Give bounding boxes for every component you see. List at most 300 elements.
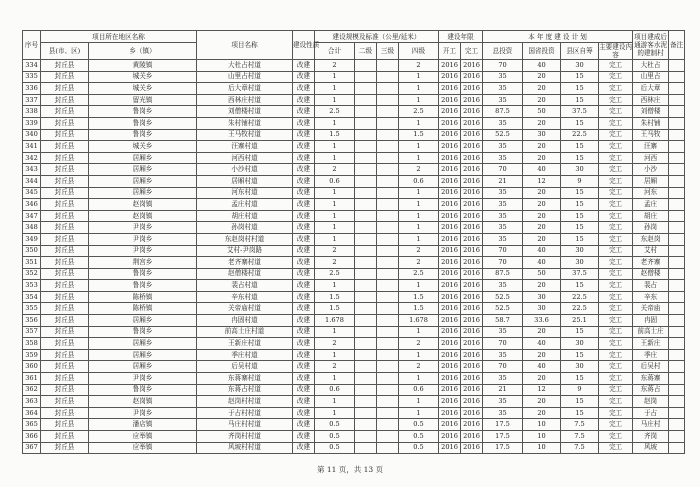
cell-invest: 17.5	[483, 431, 523, 443]
table-row	[23, 94, 685, 106]
cell-total: 1	[315, 141, 355, 153]
cell-finish: 2016	[461, 175, 483, 187]
cell-selfraise: 37.5	[561, 268, 599, 280]
cell-total: 2.5	[315, 268, 355, 280]
cell-project: 朱村铺村道	[197, 117, 293, 129]
cell-content: 完工	[599, 233, 633, 245]
cell-grade2	[355, 129, 377, 141]
cell-national: 33.6	[523, 315, 561, 327]
cell-start: 2016	[439, 384, 461, 396]
cell-total: 1	[315, 83, 355, 95]
cell-content: 完工	[599, 407, 633, 419]
cell-invest: 58.7	[483, 315, 523, 327]
cell-finish: 2016	[461, 291, 483, 303]
cell-grade4: 0.5	[399, 431, 439, 443]
table-row	[23, 60, 685, 72]
cell-finish: 2016	[461, 361, 483, 373]
cell-invest: 35	[483, 94, 523, 106]
cell-grade3	[377, 384, 399, 396]
cell-nature: 改建	[293, 315, 315, 327]
cell-village: 风坡	[633, 442, 669, 454]
cell-grade3	[377, 326, 399, 338]
cell-start: 2016	[439, 129, 461, 141]
cell-town: 陈桥镇	[89, 291, 197, 303]
header-years: 建设年限	[439, 31, 483, 43]
cell-village: 西林庄	[633, 94, 669, 106]
cell-invest: 70	[483, 245, 523, 257]
cell-finish: 2016	[461, 199, 483, 211]
page-footer: 第 11 页，共 13 页	[316, 465, 384, 474]
cell-finish: 2016	[461, 431, 483, 443]
table-row	[23, 222, 685, 234]
cell-town: 城关乡	[89, 141, 197, 153]
header-village: 项目建成后通游客水泥的建制村	[633, 31, 669, 60]
cell-nature: 改建	[293, 83, 315, 95]
cell-invest: 17.5	[483, 442, 523, 454]
cell-village: 东蒋占	[633, 384, 669, 396]
cell-project: 齐岗村村道	[197, 431, 293, 443]
cell-finish: 2016	[461, 280, 483, 292]
table-row	[23, 164, 685, 176]
cell-start: 2016	[439, 60, 461, 72]
cell-seq: 351	[23, 257, 41, 269]
cell-content: 完工	[599, 117, 633, 129]
cell-seq: 363	[23, 396, 41, 408]
table-row	[23, 210, 685, 222]
cell-finish: 2016	[461, 245, 483, 257]
header-project: 项目名称	[197, 31, 293, 60]
table-header	[23, 31, 685, 60]
cell-nature: 改建	[293, 303, 315, 315]
cell-grade4: 1	[399, 71, 439, 83]
cell-grade2	[355, 291, 377, 303]
cell-selfraise: 22.5	[561, 291, 599, 303]
header-location: 项目所在地区名称	[41, 31, 197, 43]
cell-nature: 改建	[293, 187, 315, 199]
cell-total: 1	[315, 94, 355, 106]
cell-remark	[669, 164, 685, 176]
cell-county: 封丘县	[41, 396, 89, 408]
cell-finish: 2016	[461, 152, 483, 164]
cell-town: 潘店镇	[89, 419, 197, 431]
cell-county: 封丘县	[41, 257, 89, 269]
cell-seq: 348	[23, 222, 41, 234]
cell-project: 前高士庄村道	[197, 326, 293, 338]
table-row	[23, 152, 685, 164]
cell-town: 赵岗镇	[89, 210, 197, 222]
cell-county: 封丘县	[41, 419, 89, 431]
cell-seq: 345	[23, 187, 41, 199]
cell-content: 完工	[599, 326, 633, 338]
cell-national: 20	[523, 152, 561, 164]
cell-town: 应举镇	[89, 442, 197, 454]
cell-finish: 2016	[461, 396, 483, 408]
cell-project: 汪寨村道	[197, 141, 293, 153]
cell-seq: 341	[23, 141, 41, 153]
cell-invest: 35	[483, 407, 523, 419]
cell-start: 2016	[439, 315, 461, 327]
cell-start: 2016	[439, 175, 461, 187]
cell-start: 2016	[439, 222, 461, 234]
cell-invest: 35	[483, 349, 523, 361]
cell-finish: 2016	[461, 373, 483, 385]
cell-project: 冉固村道	[197, 315, 293, 327]
cell-total: 1	[315, 199, 355, 211]
cell-start: 2016	[439, 94, 461, 106]
cell-national: 30	[523, 303, 561, 315]
table-row	[23, 291, 685, 303]
cell-county: 封丘县	[41, 71, 89, 83]
cell-seq: 353	[23, 280, 41, 292]
cell-invest: 35	[483, 141, 523, 153]
header-grade3: 三级	[377, 43, 399, 60]
cell-finish: 2016	[461, 141, 483, 153]
cell-national: 20	[523, 94, 561, 106]
cell-seq: 349	[23, 233, 41, 245]
cell-national: 20	[523, 199, 561, 211]
header-finish: 完工	[461, 43, 483, 60]
cell-grade2	[355, 106, 377, 118]
cell-grade3	[377, 60, 399, 72]
cell-town: 尹岗乡	[89, 407, 197, 419]
cell-remark	[669, 384, 685, 396]
cell-invest: 70	[483, 257, 523, 269]
cell-national: 20	[523, 326, 561, 338]
cell-content: 完工	[599, 210, 633, 222]
cell-county: 封丘县	[41, 338, 89, 350]
cell-grade2	[355, 210, 377, 222]
header-nature: 建设性质	[293, 31, 315, 60]
cell-county: 封丘县	[41, 303, 89, 315]
cell-selfraise: 9	[561, 384, 599, 396]
cell-grade3	[377, 222, 399, 234]
cell-nature: 改建	[293, 245, 315, 257]
cell-remark	[669, 94, 685, 106]
cell-invest: 21	[483, 384, 523, 396]
table-row	[23, 175, 685, 187]
cell-selfraise: 15	[561, 71, 599, 83]
cell-project: 裴占村道	[197, 280, 293, 292]
table-row	[23, 268, 685, 280]
cell-total: 1	[315, 222, 355, 234]
cell-finish: 2016	[461, 60, 483, 72]
cell-village: 河西	[633, 152, 669, 164]
cell-town: 鲁岗乡	[89, 106, 197, 118]
cell-remark	[669, 407, 685, 419]
cell-remark	[669, 210, 685, 222]
cell-finish: 2016	[461, 349, 483, 361]
cell-invest: 21	[483, 175, 523, 187]
cell-county: 封丘县	[41, 222, 89, 234]
cell-invest: 52.5	[483, 129, 523, 141]
cell-national: 10	[523, 419, 561, 431]
cell-invest: 17.5	[483, 419, 523, 431]
cell-grade4: 1.5	[399, 129, 439, 141]
cell-national: 20	[523, 349, 561, 361]
cell-county: 封丘县	[41, 106, 89, 118]
cell-national: 40	[523, 60, 561, 72]
cell-grade3	[377, 280, 399, 292]
cell-total: 2	[315, 257, 355, 269]
table-row	[23, 83, 685, 95]
cell-content: 完工	[599, 303, 633, 315]
cell-village: 刘僧楼	[633, 106, 669, 118]
cell-county: 封丘县	[41, 117, 89, 129]
cell-town: 居厢乡	[89, 349, 197, 361]
cell-grade3	[377, 396, 399, 408]
cell-start: 2016	[439, 291, 461, 303]
cell-project: 东蒋寨村道	[197, 373, 293, 385]
cell-project: 关帝庙村道	[197, 303, 293, 315]
cell-grade2	[355, 396, 377, 408]
cell-start: 2016	[439, 245, 461, 257]
cell-grade4: 2	[399, 361, 439, 373]
cell-grade3	[377, 315, 399, 327]
cell-project: 山里占村道	[197, 71, 293, 83]
cell-seq: 342	[23, 152, 41, 164]
cell-village: 前高士庄	[633, 326, 669, 338]
table-row	[23, 141, 685, 153]
cell-selfraise: 15	[561, 233, 599, 245]
table-row	[23, 326, 685, 338]
cell-national: 20	[523, 407, 561, 419]
cell-grade2	[355, 315, 377, 327]
cell-finish: 2016	[461, 187, 483, 199]
cell-nature: 改建	[293, 407, 315, 419]
cell-start: 2016	[439, 83, 461, 95]
cell-total: 1	[315, 407, 355, 419]
cell-content: 完工	[599, 60, 633, 72]
cell-grade2	[355, 407, 377, 419]
cell-grade3	[377, 175, 399, 187]
cell-grade2	[355, 338, 377, 350]
cell-total: 2	[315, 338, 355, 350]
cell-remark	[669, 291, 685, 303]
cell-remark	[669, 83, 685, 95]
cell-grade3	[377, 257, 399, 269]
cell-finish: 2016	[461, 94, 483, 106]
cell-village: 于占	[633, 407, 669, 419]
cell-national: 50	[523, 106, 561, 118]
cell-nature: 改建	[293, 419, 315, 431]
cell-grade4: 1	[399, 83, 439, 95]
cell-grade3	[377, 431, 399, 443]
cell-national: 50	[523, 268, 561, 280]
cell-town: 鲁岗乡	[89, 129, 197, 141]
cell-content: 完工	[599, 83, 633, 95]
cell-content: 完工	[599, 419, 633, 431]
table-row	[23, 396, 685, 408]
cell-grade4: 1	[399, 117, 439, 129]
cell-grade2	[355, 187, 377, 199]
cell-seq: 334	[23, 60, 41, 72]
cell-total: 0.6	[315, 384, 355, 396]
cell-finish: 2016	[461, 442, 483, 454]
cell-selfraise: 7.5	[561, 431, 599, 443]
cell-grade2	[355, 303, 377, 315]
cell-nature: 改建	[293, 175, 315, 187]
cell-total: 2.5	[315, 106, 355, 118]
cell-town: 赵岗镇	[89, 199, 197, 211]
cell-total: 2	[315, 245, 355, 257]
cell-grade4: 1	[399, 407, 439, 419]
cell-grade3	[377, 245, 399, 257]
cell-national: 20	[523, 373, 561, 385]
cell-selfraise: 15	[561, 117, 599, 129]
cell-project: 孙岗村道	[197, 222, 293, 234]
cell-national: 20	[523, 222, 561, 234]
cell-nature: 改建	[293, 141, 315, 153]
cell-seq: 335	[23, 71, 41, 83]
cell-town: 鲁岗乡	[89, 326, 197, 338]
cell-project: 居厢村道	[197, 175, 293, 187]
cell-county: 封丘县	[41, 268, 89, 280]
cell-project: 老齐寨村道	[197, 257, 293, 269]
cell-county: 封丘县	[41, 373, 89, 385]
cell-town: 尹岗乡	[89, 245, 197, 257]
cell-finish: 2016	[461, 83, 483, 95]
cell-grade3	[377, 268, 399, 280]
cell-nature: 改建	[293, 71, 315, 83]
cell-village: 山里占	[633, 71, 669, 83]
table-row	[23, 303, 685, 315]
cell-remark	[669, 315, 685, 327]
cell-grade2	[355, 222, 377, 234]
cell-total: 1	[315, 373, 355, 385]
cell-nature: 改建	[293, 129, 315, 141]
cell-grade4: 2	[399, 245, 439, 257]
table-row	[23, 280, 685, 292]
cell-project: 大杜占村道	[197, 60, 293, 72]
cell-county: 封丘县	[41, 245, 89, 257]
cell-grade4: 0.6	[399, 384, 439, 396]
cell-invest: 35	[483, 326, 523, 338]
cell-total: 1.678	[315, 315, 355, 327]
cell-town: 居厢乡	[89, 164, 197, 176]
cell-start: 2016	[439, 257, 461, 269]
cell-grade2	[355, 384, 377, 396]
cell-county: 封丘县	[41, 199, 89, 211]
cell-county: 封丘县	[41, 291, 89, 303]
cell-invest: 35	[483, 373, 523, 385]
cell-remark	[669, 326, 685, 338]
cell-town: 尹岗乡	[89, 222, 197, 234]
cell-project: 胡庄村道	[197, 210, 293, 222]
cell-grade4: 1	[399, 141, 439, 153]
cell-national: 40	[523, 245, 561, 257]
cell-town: 居厢乡	[89, 338, 197, 350]
header-remark: 备注	[669, 31, 685, 60]
cell-content: 完工	[599, 384, 633, 396]
cell-invest: 70	[483, 164, 523, 176]
cell-invest: 35	[483, 280, 523, 292]
cell-project: 王马牧村道	[197, 129, 293, 141]
cell-grade2	[355, 280, 377, 292]
cell-start: 2016	[439, 373, 461, 385]
cell-start: 2016	[439, 407, 461, 419]
cell-national: 20	[523, 396, 561, 408]
cell-project: 于占村村道	[197, 407, 293, 419]
cell-remark	[669, 233, 685, 245]
cell-start: 2016	[439, 164, 461, 176]
cell-selfraise: 22.5	[561, 129, 599, 141]
cell-total: 2	[315, 361, 355, 373]
cell-invest: 35	[483, 117, 523, 129]
cell-county: 封丘县	[41, 164, 89, 176]
cell-content: 完工	[599, 245, 633, 257]
cell-invest: 35	[483, 222, 523, 234]
cell-grade4: 1	[399, 280, 439, 292]
cell-town: 城关乡	[89, 83, 197, 95]
cell-invest: 35	[483, 210, 523, 222]
cell-invest: 52.5	[483, 303, 523, 315]
cell-finish: 2016	[461, 407, 483, 419]
cell-selfraise: 15	[561, 94, 599, 106]
cell-invest: 70	[483, 338, 523, 350]
cell-nature: 改建	[293, 60, 315, 72]
cell-invest: 35	[483, 396, 523, 408]
cell-finish: 2016	[461, 210, 483, 222]
cell-village: 小沙	[633, 164, 669, 176]
cell-selfraise: 15	[561, 373, 599, 385]
cell-finish: 2016	[461, 233, 483, 245]
cell-finish: 2016	[461, 117, 483, 129]
cell-town: 陈桥镇	[89, 303, 197, 315]
cell-total: 1	[315, 187, 355, 199]
cell-grade3	[377, 442, 399, 454]
cell-village: 王马牧	[633, 129, 669, 141]
cell-grade2	[355, 94, 377, 106]
cell-nature: 改建	[293, 384, 315, 396]
cell-finish: 2016	[461, 338, 483, 350]
cell-village: 赵僧楼	[633, 268, 669, 280]
cell-town: 鲁岗乡	[89, 268, 197, 280]
cell-nature: 改建	[293, 222, 315, 234]
cell-finish: 2016	[461, 106, 483, 118]
cell-county: 封丘县	[41, 60, 89, 72]
cell-village: 东赵岗	[633, 233, 669, 245]
cell-finish: 2016	[461, 222, 483, 234]
cell-remark	[669, 60, 685, 72]
cell-start: 2016	[439, 210, 461, 222]
cell-remark	[669, 280, 685, 292]
cell-total: 1	[315, 233, 355, 245]
cell-start: 2016	[439, 349, 461, 361]
cell-village: 后吴村	[633, 361, 669, 373]
table-row	[23, 349, 685, 361]
cell-total: 1	[315, 349, 355, 361]
cell-village: 孟庄	[633, 199, 669, 211]
cell-selfraise: 15	[561, 326, 599, 338]
cell-project: 季庄村道	[197, 349, 293, 361]
cell-content: 完工	[599, 175, 633, 187]
table-row	[23, 233, 685, 245]
cell-start: 2016	[439, 152, 461, 164]
cell-national: 20	[523, 83, 561, 95]
cell-finish: 2016	[461, 303, 483, 315]
cell-town: 居厢乡	[89, 152, 197, 164]
cell-nature: 改建	[293, 233, 315, 245]
cell-project: 辛东村道	[197, 291, 293, 303]
cell-remark	[669, 442, 685, 454]
cell-start: 2016	[439, 71, 461, 83]
cell-finish: 2016	[461, 71, 483, 83]
cell-grade4: 1.5	[399, 303, 439, 315]
cell-town: 赵岗镇	[89, 396, 197, 408]
cell-national: 20	[523, 187, 561, 199]
cell-seq: 352	[23, 268, 41, 280]
cell-seq: 355	[23, 303, 41, 315]
